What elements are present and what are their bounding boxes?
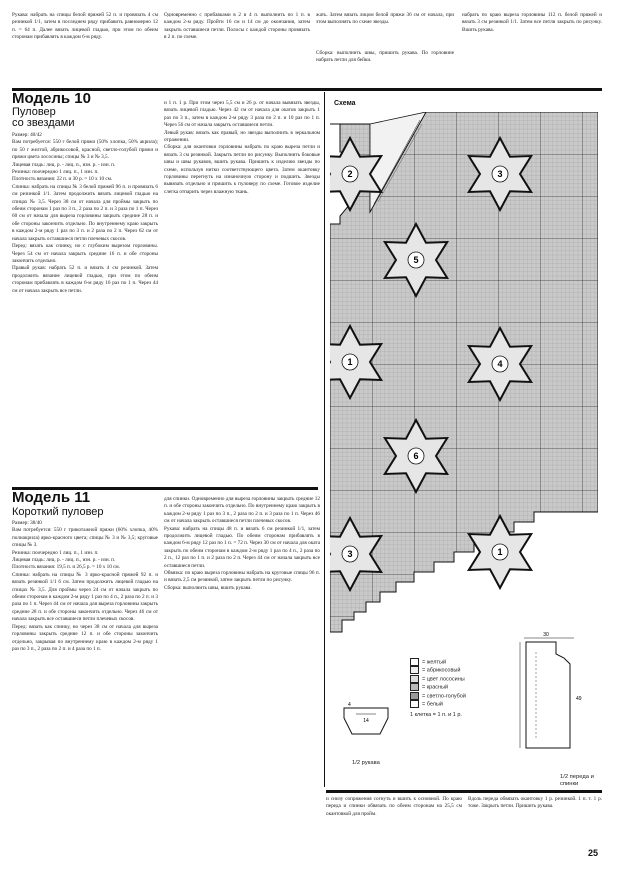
star-number: 3 [347,549,353,559]
legend-swatch-salmon [410,675,419,683]
scheme-label: Схема [334,100,356,107]
top-text-column-3b: Сборка: выполнить швы, пришить рукава. По горловине набрать петли для бейки. [316,50,454,64]
legend-swatch-yellow [410,658,419,666]
legend-repeat-note: 1 клетка = 1 п. и 1 р. [410,711,462,718]
bottom-text-column-4: Вдоль переда обвязать окантовку 1 р. резинкой. 1 п. т. 1 р. тоже. Закрыть петли. Пришить рукава. [468,796,602,810]
page-number: 25 [588,848,599,858]
model-10-subtitle-1: Пуловер [12,106,56,118]
model-11-text-left: Размер: 38/40 Вам потребуется: 550 г трикотажной пряжи (60% хлопка, 40% полиакрила) ярко-красного цвета; спицы № 3 и № 3,5; круговые спицы № 3. Резинка: поочередно 1 лиц. п., 1 изн. п. Лицевая гладь: лиц. р. - лиц. п., изн. р. - изн. п. Плотность вязания: 19,5 п. и 26,5 р. = 10 х 10 см. Спинка: набрать на спицы № 3 ярко-красной пряжей 92 п. и вязать резинкой 1/1 6 см. Затем продолжить лицевой гладью на спицах № 3,5. Для проймы через 24 см от начала закрыть по обеим сторонам в каждом 2-м ряду 1 раз по 4 п., 2 раза по 2 п. и 3 раза по 1 п. Через 44 см от начала для выреза горловины закрыть средние 28 п. и обе стороны закончить отдельно. Через 46 см от начала закрыть все оставшиеся петли плечевых скосов. Перед: вязать как спинку, но через 38 см от начала для выреза горловины закрыть средние 12 п. и обе стороны закончить отдельно, закрывая по внутреннему краю в каждом 2-м ряду 1 раз по 3 п., 2 раза по 2 п. и 4 раза по 1 п. [12,520,158,652]
legend-item: = красный [410,683,500,691]
legend-item: = светло-голубой [410,692,500,700]
top-text-column-3: жать. Затем вязать лицом белой пряжи 36 см от начала, при этом выполнять по схеме звезды. [316,12,454,26]
model-11-subtitle-1: Короткий пуловер [12,506,104,518]
bottom-text-column-3: и снизу сопряжения согнуть и вшить к основной. По краю переда и спинки обвязать по обеим сторонам на 25,5 см окантовкой для пройм. [326,796,462,817]
legend-item: = белый [410,700,500,708]
sleeve-schematic [336,698,396,748]
section-rule-top [12,88,602,91]
sleeve-number-a: 14 [363,718,369,724]
knitting-chart [330,112,598,652]
front-back-number-top: 30 [543,632,549,638]
star-number: 1 [497,547,503,557]
legend-swatch-apricot [410,666,419,674]
model-11-text-mid: для спинки. Одновременно для выреза горловины закрыть средние 12 п. и обе стороны закончить отдельно. По внутреннему краю закрыть в каждом 2-м ряду 1 раз по 3 п., 2 раза по 2 п. и 3 раза по 1 п. Через 46 см от начала закрыть оставшиеся петли плечевых скосов. Рукава: набрать на спицы 48 п. и вязать 6 см резинкой 1/1, затем продолжить лицевой гладью. По обеим сторонам прибавлять в каждом 6-м ряду 12 раз по 1 п. = 72 п. Через 30 см от начала для оката закрыть по обеим сторонам в каждом 2-м ряду 1 раз по 4 п., 2 раза по 2 п., 12 раз по 1 п. и 2 раза по 2 п. Через 44 см от начала закрыть все оставшиеся петли. Обвязка: по краю выреза горловины набрать на круговые спицы 96 п. и вязать 2,5 см резинкой, затем закрыть петли по рисунку. Сборка: выполнить швы, вшить рукава. [164,496,320,591]
model-10-subtitle-2: со звездами [12,117,75,129]
sleeve-caption: 1/2 рукава [352,760,380,766]
legend-swatch-light-blue [410,692,419,700]
front-back-schematic [516,630,586,760]
legend-item: = абрикосовый [410,666,500,674]
legend-swatch-red [410,683,419,691]
star-number: 5 [413,255,419,265]
top-text-column-1: Рукава: набрать на спицы белой пряжей 52 п. и провязать 4 см резинкой 1/1, затем в последнем ряду прибавить равномерно 12 п. = 64 п. Далее вязать лицевой гладью, при этом по обеим сторонам прибавлять в каждом 6-м ряду. [12,12,158,41]
legend-swatch-white [410,700,419,708]
front-back-caption: 1/2 переда и спинки [560,774,594,787]
model-10-title: Модель 10 [12,90,91,107]
star-number: 4 [497,359,503,369]
top-text-column-4: набрать по краю выреза горловины 112 п. белой пряжей и вязать 3 см резинкой 1/1. Затем все петли закрыть по рисунку. Вшить рукава. [462,12,602,33]
legend-item: = желтый [410,658,500,666]
star-number: 1 [347,357,353,367]
model-10-text-left: Размер: 40/42 Вам потребуется: 550 г белой пряжи (50% хлопка, 50% акрила); по 50 г желтой, абрикосовой, красной, светло-голубой пряжи и пряжи цвета лососины; спицы № 3 и № 3,5. Лицевая гладь: лиц. р. - лиц. п., изн. р. - изн. п. Резинка: поочередно 1 лиц. п., 1 изн. п. Плотность вязания: 22 п. и 30 р. = 10 х 10 см. Спинка: набрать на спицы № 3 белой пряжей 96 п. и провязать 6 см резинкой 1/1. Затем продолжить вязать лицевой гладью на спицах № 3,5. Через 38 см от начала для проймы закрыть по обеим сторонам 1 раз по 3 п., 2 раза по 2 п. и 3 раза по 1 п. Через 60 см от начала для выреза горловины закрыть средние 28 п. и обе стороны закончить отдельно. По внутреннему краю закрыть в каждом 2-м ряду 1 раз по 3 п. и 2 раза по 2 п. Через 62 см от начала закрыть оставшиеся петли плечевых скосов. Перед: вязать как спинку, но с глубоким вырезом горловины. Через 54 см от начала закрыть средние 16 п. и обе стороны закончить отдельно. Правый рукав: набрать 52 п. и вязать 4 см резинкой. Затем продолжить вязание лицевой гладью, при этом по обеим сторонам прибавлять в каждом 6-м ряду 16 раз по 1 п. Через 44 см от начала закрыть все петли. [12,132,158,294]
model-10-text-right: и 1 п. 1 р. При этом через 5,5 см и 26 р. от начала вывязать звезды, вязать лицевой гладью. Через 42 см от начала для окатов закрыть 1 раз по 3 п., затем в каждом 2-м ряду 3 раза по 2 п. и 10 раз по 1 п. Через 56 см от начала закрыть оставшиеся петли. Левый рукав: вязать как правый, но звезды выполнить в зеркальном отражении. Сборка: для окантовки горловины набрать по краю выреза петли и вязать 3 см резинкой. Закрыть петли по рисунку. Выполнить боковые швы и швы рукавов, вшить рукава. Пришить к изделию звезды по схеме, используя нитки соответствующего цвета. Затем окантовку горловины перегнуть на изнаночную сторону и подшить. Звезды вывязать отдельно и пришить к пуловеру по схеме. Готовое изделие слегка отпарить через влажную ткань. [164,100,320,195]
top-text-column-2: Одновременно с прибавками в 2 и 4 п. выполнить по 1 п. в каждом 2-м ряду. Пройти 16 см и 14 см до окончания, затем закрыть оставшиеся петли. Полосы с каждой стороны провязать в 2 п. по схеме. [164,12,310,41]
color-legend [410,658,500,719]
legend-item: = цвет лососины [410,675,500,683]
front-back-number-side: 49 [576,696,582,702]
star-number: 3 [497,169,503,179]
star-number: 2 [347,169,353,179]
section-rule-bottom [326,790,602,793]
model-11-title: Модель 11 [12,489,91,506]
column-divider [324,92,325,787]
star-number: 6 [413,451,419,461]
sleeve-number-b: 4 [348,702,351,708]
